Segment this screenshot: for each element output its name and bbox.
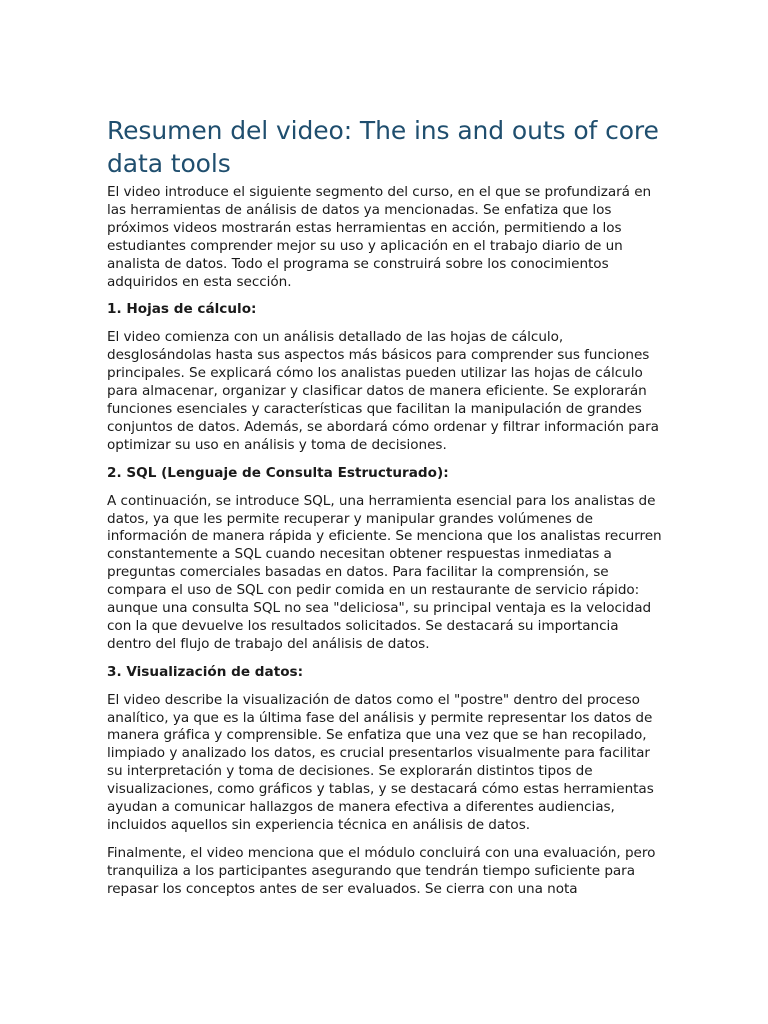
document-body (107, 114, 667, 909)
section-body-visualization: El video describe la visualización de datos como el "postre" dentro del proceso analítico, ya que es la última fase del análisis y permite representar los datos de manera gráfica y comprensible. Se enfatiza que una vez que se han recopilado, limpiado y analizado los datos, es crucial presentarlos visualmente para facilitar su interpretación y toma de decisiones. Se explorarán distintos tipos de visualizaciones, como gráficos y tablas, y se destacará cómo estas herramientas ayudan a comunicar hallazgos de manera efectiva a diferentes audiencias, incluidos aquellos sin experiencia técnica en análisis de datos. (107, 691, 654, 833)
section-heading-spreadsheets: 1. Hojas de cálculo: (107, 301, 257, 318)
section-body-spreadsheets: El video comienza con un análisis detallado de las hojas de cálculo, desglosándolas hasta sus aspectos más básicos para comprender sus funciones principales. Se explicará cómo los analistas pueden utilizar las hojas de cálculo para almacenar, organizar y clasificar datos de manera eficiente. Se explorarán funciones esenciales y características que facilitan la manipulación de grandes conjuntos de datos. Además, se abordará cómo ordenar y filtrar información para optimizar su uso en análisis y toma de decisiones. (107, 329, 659, 453)
page-title: Resumen del video: The ins and outs of core data tools (107, 116, 659, 178)
section-heading-visualization: 3. Visualización de datos: (107, 663, 304, 680)
closing-paragraph: Finalmente, el video menciona que el módulo concluirá con una evaluación, pero tranquiliza a los participantes asegurando que tendrán tiempo suficiente para repasar los conceptos antes de ser evaluados. Se cierra con una nota (107, 844, 656, 897)
section-heading-sql: 2. SQL (Lenguaje de Consulta Estructurado): (107, 464, 449, 481)
intro-paragraph: El video introduce el siguiente segmento del curso, en el que se profundizará en las herramientas de análisis de datos ya mencionadas. Se enfatiza que los próximos videos mostrarán estas herramientas en acción, permitiendo a los estudiantes comprender mejor su uso y aplicación en el trabajo diario de un analista de datos. Todo el programa se construirá sobre los conocimientos adquiridos en esta sección. (107, 184, 652, 290)
section-body-sql: A continuación, se introduce SQL, una herramienta esencial para los analistas de datos, ya que les permite recuperar y manipular grandes volúmenes de información de manera rápida y eficiente. Se menciona que los analistas recurren constantemente a SQL cuando necesitan obtener respuestas inmediatas a preguntas comerciales basadas en datos. Para facilitar la comprensión, se compara el uso de SQL con pedir comida en un restaurante de servicio rápido: aunque una consulta SQL no sea "deliciosa", su principal ventaja es la velocidad con la que devuelve los resultados solicitados. Se destacará su importancia dentro del flujo de trabajo del análisis de datos. (107, 492, 662, 652)
